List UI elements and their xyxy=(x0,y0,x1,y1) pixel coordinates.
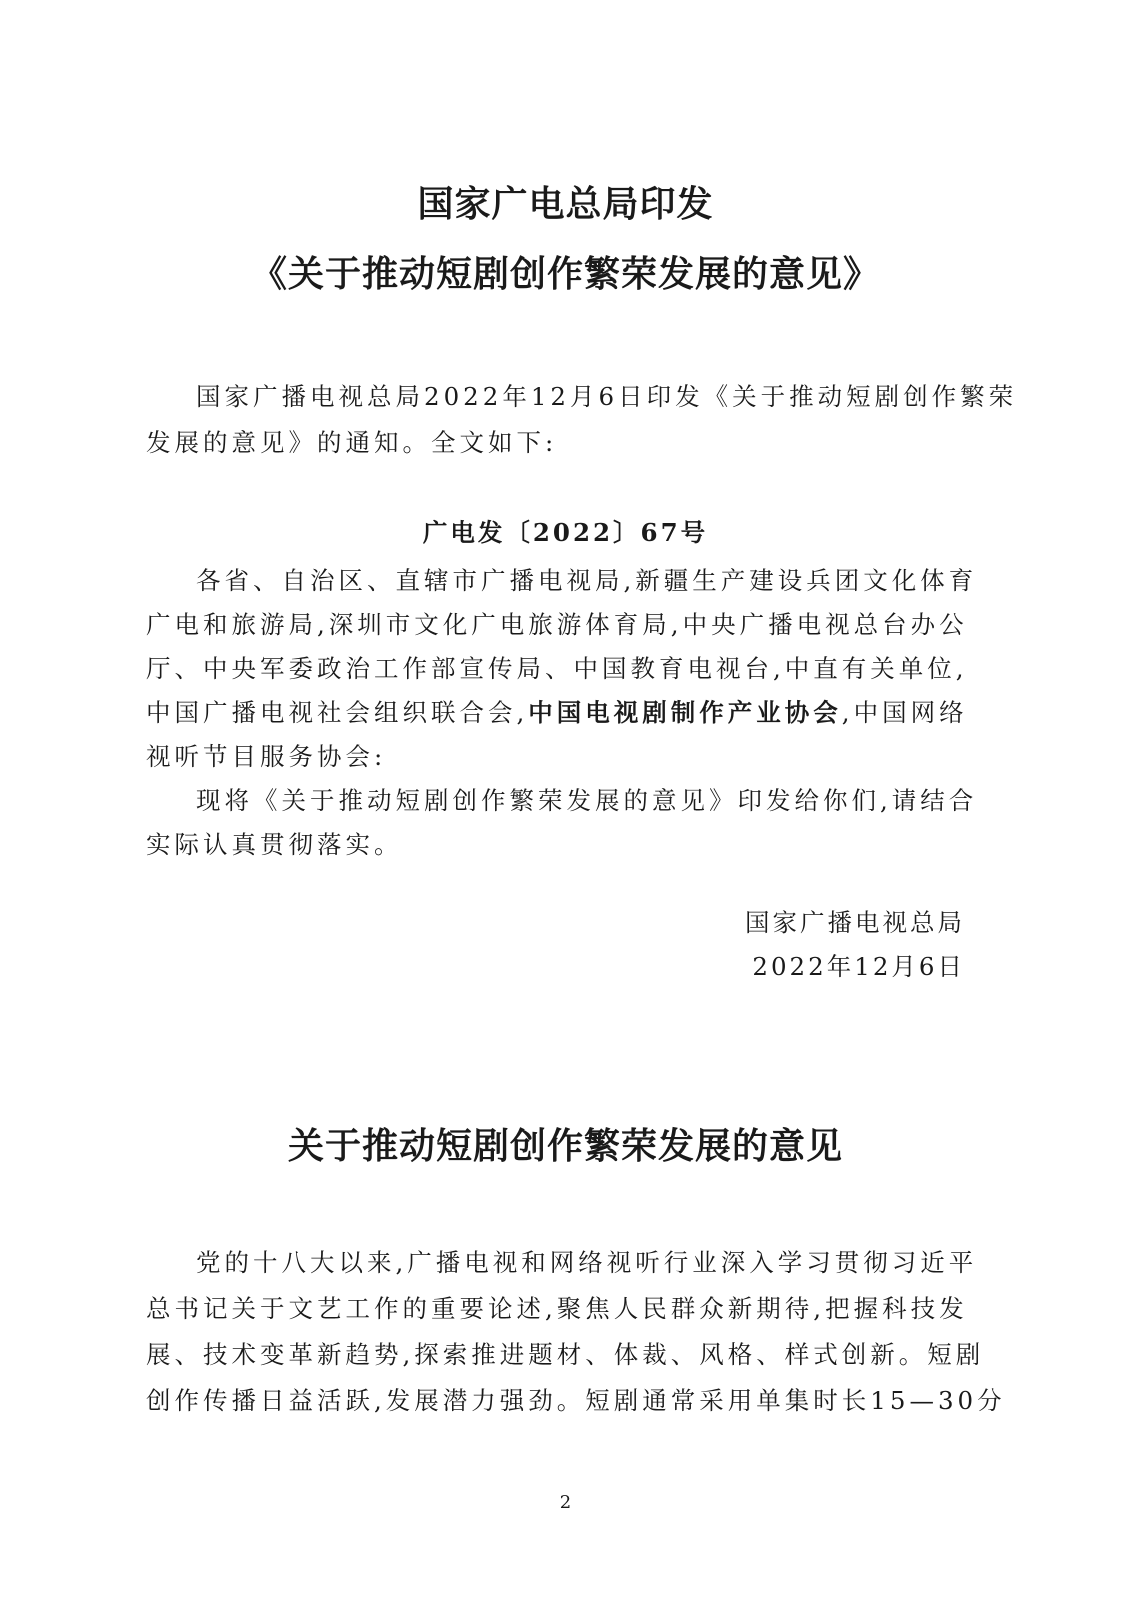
opinion-line-2: 总书记关于文艺工作的重要论述,聚焦人民群众新期待,把握科技发 xyxy=(146,1294,968,1323)
opinion-line-3: 展、技术变革新趋势,探索推进题材、体裁、风格、样式创新。短剧 xyxy=(146,1340,985,1369)
opinion-line-1: 党的十八大以来,广播电视和网络视听行业深入学习贯彻习近平 xyxy=(196,1248,978,1277)
page-title-line-1: 国家广电总局印发 xyxy=(417,183,714,225)
page-title-line-2: 《关于推动短剧创作繁荣发展的意见》 xyxy=(250,253,880,295)
highlighted-organization: 中国电视剧制作产业协会 xyxy=(528,698,842,727)
recipients-line-2: 广电和旅游局,深圳市文化广电旅游体育局,中央广播电视总台办公 xyxy=(146,610,968,639)
signature: 国家广播电视总局 xyxy=(745,908,965,937)
recipients-line-1: 各省、自治区、直辖市广播电视局,新疆生产建设兵团文化体育 xyxy=(196,566,978,595)
opinion-line-4: 创作传播日益活跃,发展潜力强劲。短剧通常采用单集时长15—30分 xyxy=(146,1386,1006,1415)
recipients-line-4-part-c: ,中国网络 xyxy=(841,698,968,727)
notice-body-line-2: 实际认真贯彻落实。 xyxy=(146,830,403,859)
page-number: 2 xyxy=(559,1492,572,1513)
recipients-line-4 xyxy=(146,694,968,729)
recipients-line-3: 厅、中央军委政治工作部宣传局、中国教育电视台,中直有关单位, xyxy=(146,654,968,683)
document-number: 广电发〔2022〕67号 xyxy=(422,518,709,547)
signature-date: 2022年12月6日 xyxy=(752,952,965,981)
intro-line-2: 发展的意见》的通知。全文如下: xyxy=(146,428,558,457)
notice-body-line-1: 现将《关于推动短剧创作繁荣发展的意见》印发给你们,请结合 xyxy=(196,786,978,815)
opinion-title: 关于推动短剧创作繁荣发展的意见 xyxy=(287,1125,843,1167)
recipients-line-5: 视听节目服务协会: xyxy=(146,742,387,771)
intro-line-1: 国家广播电视总局2022年12月6日印发《关于推动短剧创作繁荣 xyxy=(196,382,1018,411)
recipients-line-4-part-a: 中国广播电视社会组织联合会, xyxy=(146,698,529,727)
